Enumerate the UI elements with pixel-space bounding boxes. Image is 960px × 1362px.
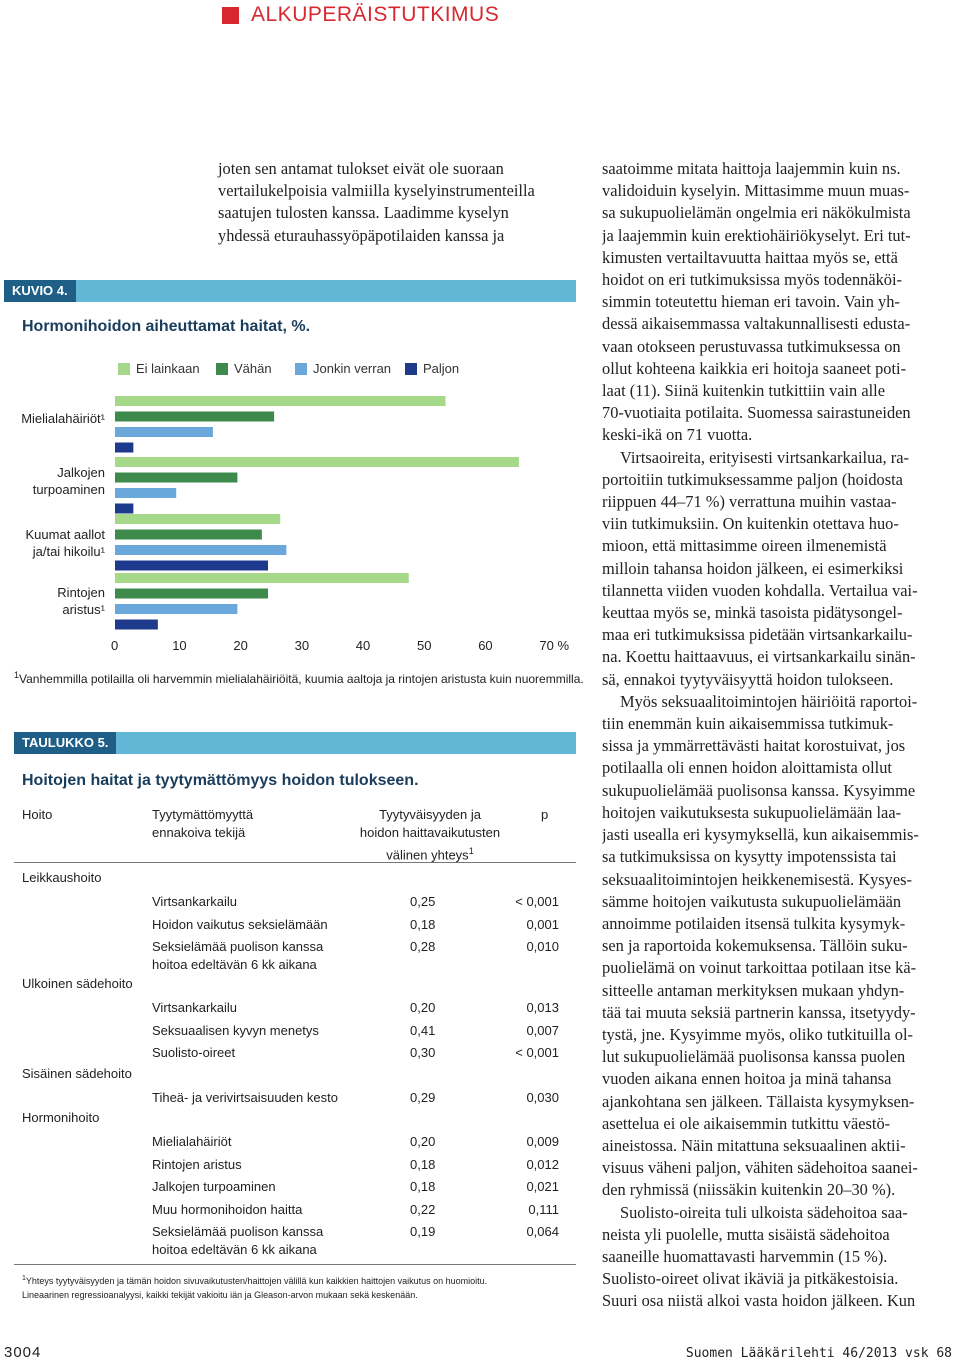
body-text-line: lut sukupuolielämää puolisonsa kanssa puolen <box>602 1047 906 1067</box>
journal-info: Suomen Lääkärilehti 46/2013 vsk 68 <box>685 1346 952 1361</box>
body-text-line: tää tai muuta seksiä partnerin kanssa, itsetyydy- <box>602 1002 916 1022</box>
body-text-line: vuoden aikana ennen hoitoa ja minä tahansa <box>602 1069 892 1089</box>
table-cell-factor-line: Rintojen aristus <box>152 1156 242 1172</box>
body-text-line: viin tutkimuksiin. On kuitenkin otettava huo- <box>602 514 899 534</box>
body-text-line: Virtsaoireita, erityisesti virtsankarkailua, ra- <box>620 447 909 467</box>
table-cell-factor <box>152 1022 319 1040</box>
table-group-label: Hormonihoito <box>22 1110 100 1125</box>
table-cell-coef: 0,29 <box>410 1090 436 1105</box>
category-label-line: Mielialahäiriöt¹ <box>21 411 105 426</box>
body-text-line: hoidot on eri tutkimuksissa myös todennäköi- <box>602 270 903 290</box>
figure-footnote <box>14 670 584 686</box>
table-cell-factor <box>152 1156 242 1174</box>
intro-text <box>218 158 582 247</box>
table-cell-factor <box>152 1044 235 1062</box>
body-text-line: ajankohtana sen jälkeen. Tällaista kysymyksen- <box>602 1091 915 1111</box>
body-text-line: seksuaalitoimintojen heikkenemisestä. Kysyes- <box>602 869 912 889</box>
body-text-line: sukupuolielämää puolisonsa kanssa. Kysyimme <box>602 780 916 800</box>
body-text-line: na. Koettu haittaavuus, ei virtsankarkailu sinän- <box>602 647 916 667</box>
body-text-line: visuus väheni paljon, vähiten sädehoitoa saanei- <box>602 1158 918 1178</box>
table-header-p: p <box>541 807 549 822</box>
table-cell-p: 0,013 <box>526 1000 559 1015</box>
table-cell-factor-line: Muu hormonihoidon haitta <box>152 1201 303 1217</box>
body-text-line: hoitojen vaikutuksesta sukupuolielämään laa- <box>602 802 902 822</box>
body-text-line: sa tutkimuksissa on kysytty impotenssista tai <box>602 847 897 867</box>
x-tick-label: 0 <box>111 638 119 653</box>
bar <box>115 396 445 406</box>
legend-item <box>216 361 272 376</box>
table-footnote <box>22 1272 578 1302</box>
body-text-line: simmin toteutettu hieman eri tavoin. Vain yh- <box>602 292 900 312</box>
table-footnote-1-text: Yhteys tyytyväisyyden ja tämän hoidon sivuvaikutusten/haittojen välillä kun kaikkien haittojen vaikutus on huomioitu. <box>25 1276 488 1286</box>
table-title: Hoitojen haitat ja tyytymättömyys hoidon tulokseen. <box>22 772 419 789</box>
legend-swatch <box>118 363 130 375</box>
table-cell-factor-line: hoitoa edeltävän 6 kk aikana <box>152 957 317 972</box>
table-label: TAULUKKO 5. <box>14 732 116 754</box>
body-text-line: portoitiin tutkimuksessamme paljon (hoidosta <box>602 469 903 489</box>
body-text-line: dessä aikaisemmassa valtakunnallisesti edusta- <box>602 314 911 334</box>
table-cell-factor-line: Seksielämää puolison kanssa <box>152 1224 324 1239</box>
table-cell-p: 0,007 <box>526 1022 559 1038</box>
table-header-coef-line <box>340 842 520 864</box>
table-header-rule <box>14 862 576 863</box>
body-text-line: sä, ennakoi tyytyväisyyttä hoidon tulokseen. <box>602 669 894 689</box>
body-text-line: ja laajemmin kuin erektiohäiriökyselyt. Eri tut- <box>602 225 911 245</box>
x-tick-label: 40 <box>355 638 371 653</box>
table-header-coef <box>340 806 520 864</box>
category-label-line: turpoaminen <box>32 482 105 497</box>
legend-label: Ei lainkaan <box>136 361 200 376</box>
table-cell-factor <box>152 999 237 1017</box>
table-cell-p: 0,064 <box>526 1224 559 1239</box>
body-text-line: tilannetta viiden vuoden kohdalla. Vertailua vai- <box>602 580 918 600</box>
category-label <box>2 584 105 618</box>
body-text-line: sitteelle antaman merkityksen mukaan yhdyn- <box>602 980 905 1000</box>
legend-label: Paljon <box>423 361 460 376</box>
body-text-line: puolielämä on voinut tarkoittaa potilaan itse kä- <box>602 958 917 978</box>
coef-header-mark: 1 <box>468 846 474 856</box>
body-text-column <box>602 158 958 1313</box>
table-cell-factor-line: Virtsankarkailu <box>152 1000 238 1015</box>
body-text-line: den ryhmissä (niissäkin kuitenkin 20–30 %). <box>602 1180 896 1200</box>
section-title: ALKUPERÄISTUTKIMUS <box>251 3 500 26</box>
body-text-line: saaneille huomattavasti harvemmin (15 %). <box>602 1246 888 1266</box>
category-label-line: aristus¹ <box>62 602 105 617</box>
legend-swatch <box>405 363 417 375</box>
body-text-line: neista yli puolelle, mutta sisäistä sädehoitoa <box>602 1224 890 1244</box>
figure-title: Hormonihoidon aiheuttamat haitat, %. <box>22 318 311 335</box>
table-cell-p: 0,001 <box>526 916 559 932</box>
table-cell-factor <box>152 1201 302 1219</box>
body-text-line: keski-ikä on 71 vuotta. <box>602 425 753 445</box>
bar <box>115 620 158 630</box>
table-cell-factor-line: Mielialahäiriöt <box>152 1134 232 1149</box>
table-cell-factor-line: Seksielämää puolison kanssa <box>152 939 324 954</box>
table-cell-p: 0,009 <box>526 1134 559 1149</box>
table-cell-factor-line: Seksuaalisen kyvyn menetys <box>152 1022 319 1038</box>
bar <box>115 545 286 555</box>
bar <box>115 457 519 467</box>
coef-header-text: välinen yhteys <box>386 847 469 863</box>
category-label-line: Kuumat aallot <box>25 527 105 542</box>
table-cell-coef: 0,28 <box>410 939 436 954</box>
body-text-line: 70-vuotiaita potilaita. Suomessa sairastuneiden <box>602 403 911 423</box>
body-text-line: validoiduin kyselyin. Mittasimme muun muas- <box>602 181 910 201</box>
x-tick-label: 30 <box>294 638 310 653</box>
table-cell-p: 0,010 <box>526 939 559 954</box>
body-text-line: kimusten vertailtavuutta haittaa myös se, että <box>602 247 898 267</box>
table-cell-factor <box>152 1178 276 1196</box>
table-group-label: Leikkaushoito <box>22 870 102 885</box>
body-text-line: sissa ja ymmärrettävästi haitat korostuivat, jos <box>602 736 906 756</box>
body-text-line: milloin tahansa hoidon jälkeen, ei esimerkiksi <box>602 558 904 578</box>
category-label <box>2 464 105 498</box>
table-cell-p: 0,012 <box>526 1156 559 1172</box>
intro-text-line: yhdessä eturauhassyöpäpotilaiden kanssa ja <box>218 225 505 245</box>
bar <box>115 412 274 422</box>
table-cell-p: < 0,001 <box>515 1045 559 1060</box>
bar <box>115 473 237 483</box>
table-cell-factor <box>152 893 237 911</box>
body-text-line: Myös seksuaalitoimintojen häiriöitä raportoi- <box>620 691 918 711</box>
body-text-line: aineistossa. Näin mitattuna seksuaalinen aktii- <box>602 1135 906 1155</box>
legend-swatch <box>216 363 228 375</box>
table-cell-coef: 0,20 <box>410 1000 436 1015</box>
body-text-line: sa sukupuolielämän ongelmia eri näkökulmista <box>602 203 911 223</box>
figure-footnote-text: Vanhemmilla potilailla oli harvemmin mielialahäiriöitä, kuumia aaltoja ja rintojen aristusta kuin nuoremmilla. <box>19 672 584 686</box>
body-text-line: laat (11). Siinä kuitenkin tutkittiin vain alle <box>602 381 885 401</box>
figure-footnote-mark: 1 <box>14 670 20 680</box>
bar <box>115 573 409 583</box>
table-cell-factor-line: hoitoa edeltävän 6 kk aikana <box>152 1242 317 1257</box>
x-tick-label: 20 <box>233 638 248 653</box>
table-footnote-2: Lineaarinen regressioanalyysi, kaikki tekijät vakioitu iän ja Gleason-arvon mukaan sekä keskenään. <box>22 1290 418 1300</box>
body-text-line: Suuri osa niistä alkoi vasta hoidon jälkeen. Kun <box>602 1291 916 1311</box>
x-tick-label: 10 <box>172 638 187 653</box>
category-label-line: ja/tai hikoilu¹ <box>32 544 105 559</box>
figure-label-bar <box>4 280 576 302</box>
table-cell-coef: 0,30 <box>410 1045 436 1060</box>
body-text-line: ollut kohteena kaikkia eri hoitoja saaneet poti- <box>602 358 907 378</box>
intro-text-line: saatujen tulosten kanssa. Laadimme kyselyn <box>218 203 509 223</box>
table-cell-factor <box>152 1089 338 1107</box>
legend-swatch <box>295 363 307 375</box>
body-text-line: maa eri tutkimuksissa pidetään virtsankarkailu- <box>602 625 913 645</box>
table-cell-factor <box>152 938 323 974</box>
body-text-line: mioon, että mittasimme oireen ilmenemistä <box>602 536 887 556</box>
category-label-line: Jalkojen <box>57 465 105 480</box>
body-text-line: annoimme potilaiden itsensä tulkita kysymyk- <box>602 913 906 933</box>
category-label <box>2 410 105 427</box>
bar <box>115 589 268 599</box>
table-header-coef-line: Tyytyväisyyden ja <box>379 807 481 822</box>
table-footnote-1 <box>22 1272 578 1288</box>
bar <box>115 443 133 453</box>
page-number: 3004 <box>4 1344 42 1361</box>
table-cell-coef: 0,18 <box>410 1156 436 1172</box>
table-cell-p: 0,030 <box>526 1090 559 1105</box>
table-cell-factor-line: Jalkojen turpoaminen <box>152 1179 276 1194</box>
intro-text-line: vertailukelpoisia valmiilla kyselyinstrumenteilla <box>218 181 535 201</box>
section-marker-icon <box>222 7 239 24</box>
table-cell-coef: 0,19 <box>410 1224 436 1239</box>
bar <box>115 514 280 524</box>
body-text-line: saatoimme mitata haittoja laajemmin kuin ns. <box>602 159 901 178</box>
body-text-line: sen ja raportoida kokemuksensa. Tällöin suku- <box>602 936 908 956</box>
x-tick-label: 60 <box>478 638 493 653</box>
table-header-factor <box>152 806 253 842</box>
body-text-line: Suolisto-oireet olivat ikäviä ja pitkäkestoisia. <box>602 1269 899 1289</box>
table-footnote-mark: 1 <box>22 1275 26 1282</box>
category-label-line: Rintojen <box>57 585 105 600</box>
table-group-label: Sisäinen sädehoito <box>22 1066 132 1081</box>
bar <box>115 604 237 614</box>
table-header-factor-line: Tyytymättömyyttä <box>152 807 254 822</box>
legend-label: Jonkin verran <box>313 361 392 376</box>
body-text-line: tystä, jne. Kysyimme myös, oliko tutkituilla ol- <box>602 1024 913 1044</box>
table-footer-rule <box>14 1264 576 1265</box>
x-tick-label: 70 % <box>539 638 570 653</box>
table-cell-coef: 0,41 <box>410 1022 436 1038</box>
table-cell-factor <box>152 1223 323 1259</box>
table-cell-coef: 0,20 <box>410 1134 436 1149</box>
table-cell-factor-line: Tiheä- ja verivirtsaisuuden kesto <box>152 1090 338 1105</box>
body-text-line: jasti usealla eri kysymyksellä, kun aikaisemmis- <box>602 825 919 845</box>
figure-label: KUVIO 4. <box>4 280 76 302</box>
table-cell-p: 0,111 <box>528 1201 559 1217</box>
body-text-line: riippuen 44–71 %) verrattuna muihin vastaa- <box>602 492 897 512</box>
body-text-line: asettelua ei ole aikaisemmin tutkittu väestö- <box>602 1113 891 1133</box>
table-cell-p: 0,021 <box>526 1179 559 1194</box>
table-header-coef-line: hoidon haittavaikutusten <box>359 825 501 840</box>
bar <box>115 427 213 437</box>
table-cell-coef: 0,22 <box>410 1201 436 1217</box>
category-label <box>2 526 105 560</box>
table-cell-coef: 0,18 <box>410 1179 436 1194</box>
body-text-line: tiin enemmän kuin aikaisemmissa tutkimuk- <box>602 714 894 734</box>
table-cell-factor <box>152 1133 231 1151</box>
x-tick-label: 50 <box>417 638 432 653</box>
table-header-factor-line: ennakoiva tekijä <box>152 825 246 840</box>
legend-label: Vähän <box>234 361 272 376</box>
table-cell-p: < 0,001 <box>515 894 559 909</box>
table-cell-factor-line: Virtsankarkailu <box>152 894 238 909</box>
bar-chart <box>110 390 580 630</box>
bar <box>115 561 268 571</box>
legend-item <box>295 361 391 376</box>
body-text-line: Suolisto-oireita tuli ulkoista sädehoitoa saa- <box>620 1202 908 1222</box>
table-cell-factor-line: Hoidon vaikutus seksielämään <box>152 916 328 932</box>
bar <box>115 504 133 514</box>
table-cell-coef: 0,18 <box>410 916 436 932</box>
legend-item <box>405 361 459 376</box>
bar <box>115 488 176 498</box>
table-header-hoito: Hoito <box>22 807 53 822</box>
body-text-line: sämme hoitojen vaikutusta sukupuolielämään <box>602 891 902 911</box>
bar <box>115 530 262 540</box>
section-header <box>222 4 499 26</box>
body-text-line: potilaalla oli ennen hoidon aloittamista ollut <box>602 758 892 778</box>
intro-text-line: joten sen antamat tulokset eivät ole suoraan <box>218 159 504 178</box>
table-cell-coef: 0,25 <box>410 894 436 909</box>
table-group-label: Ulkoinen sädehoito <box>22 976 133 991</box>
body-text-line: keuttaa myös se, minkä tasoista pidätysongel- <box>602 603 903 623</box>
legend-item <box>118 361 200 376</box>
body-text-line: vaan otokseen perustuvassa tutkimuksessa on <box>602 336 901 356</box>
table-cell-factor <box>152 916 328 934</box>
table-cell-factor-line: Suolisto-oireet <box>152 1045 236 1060</box>
